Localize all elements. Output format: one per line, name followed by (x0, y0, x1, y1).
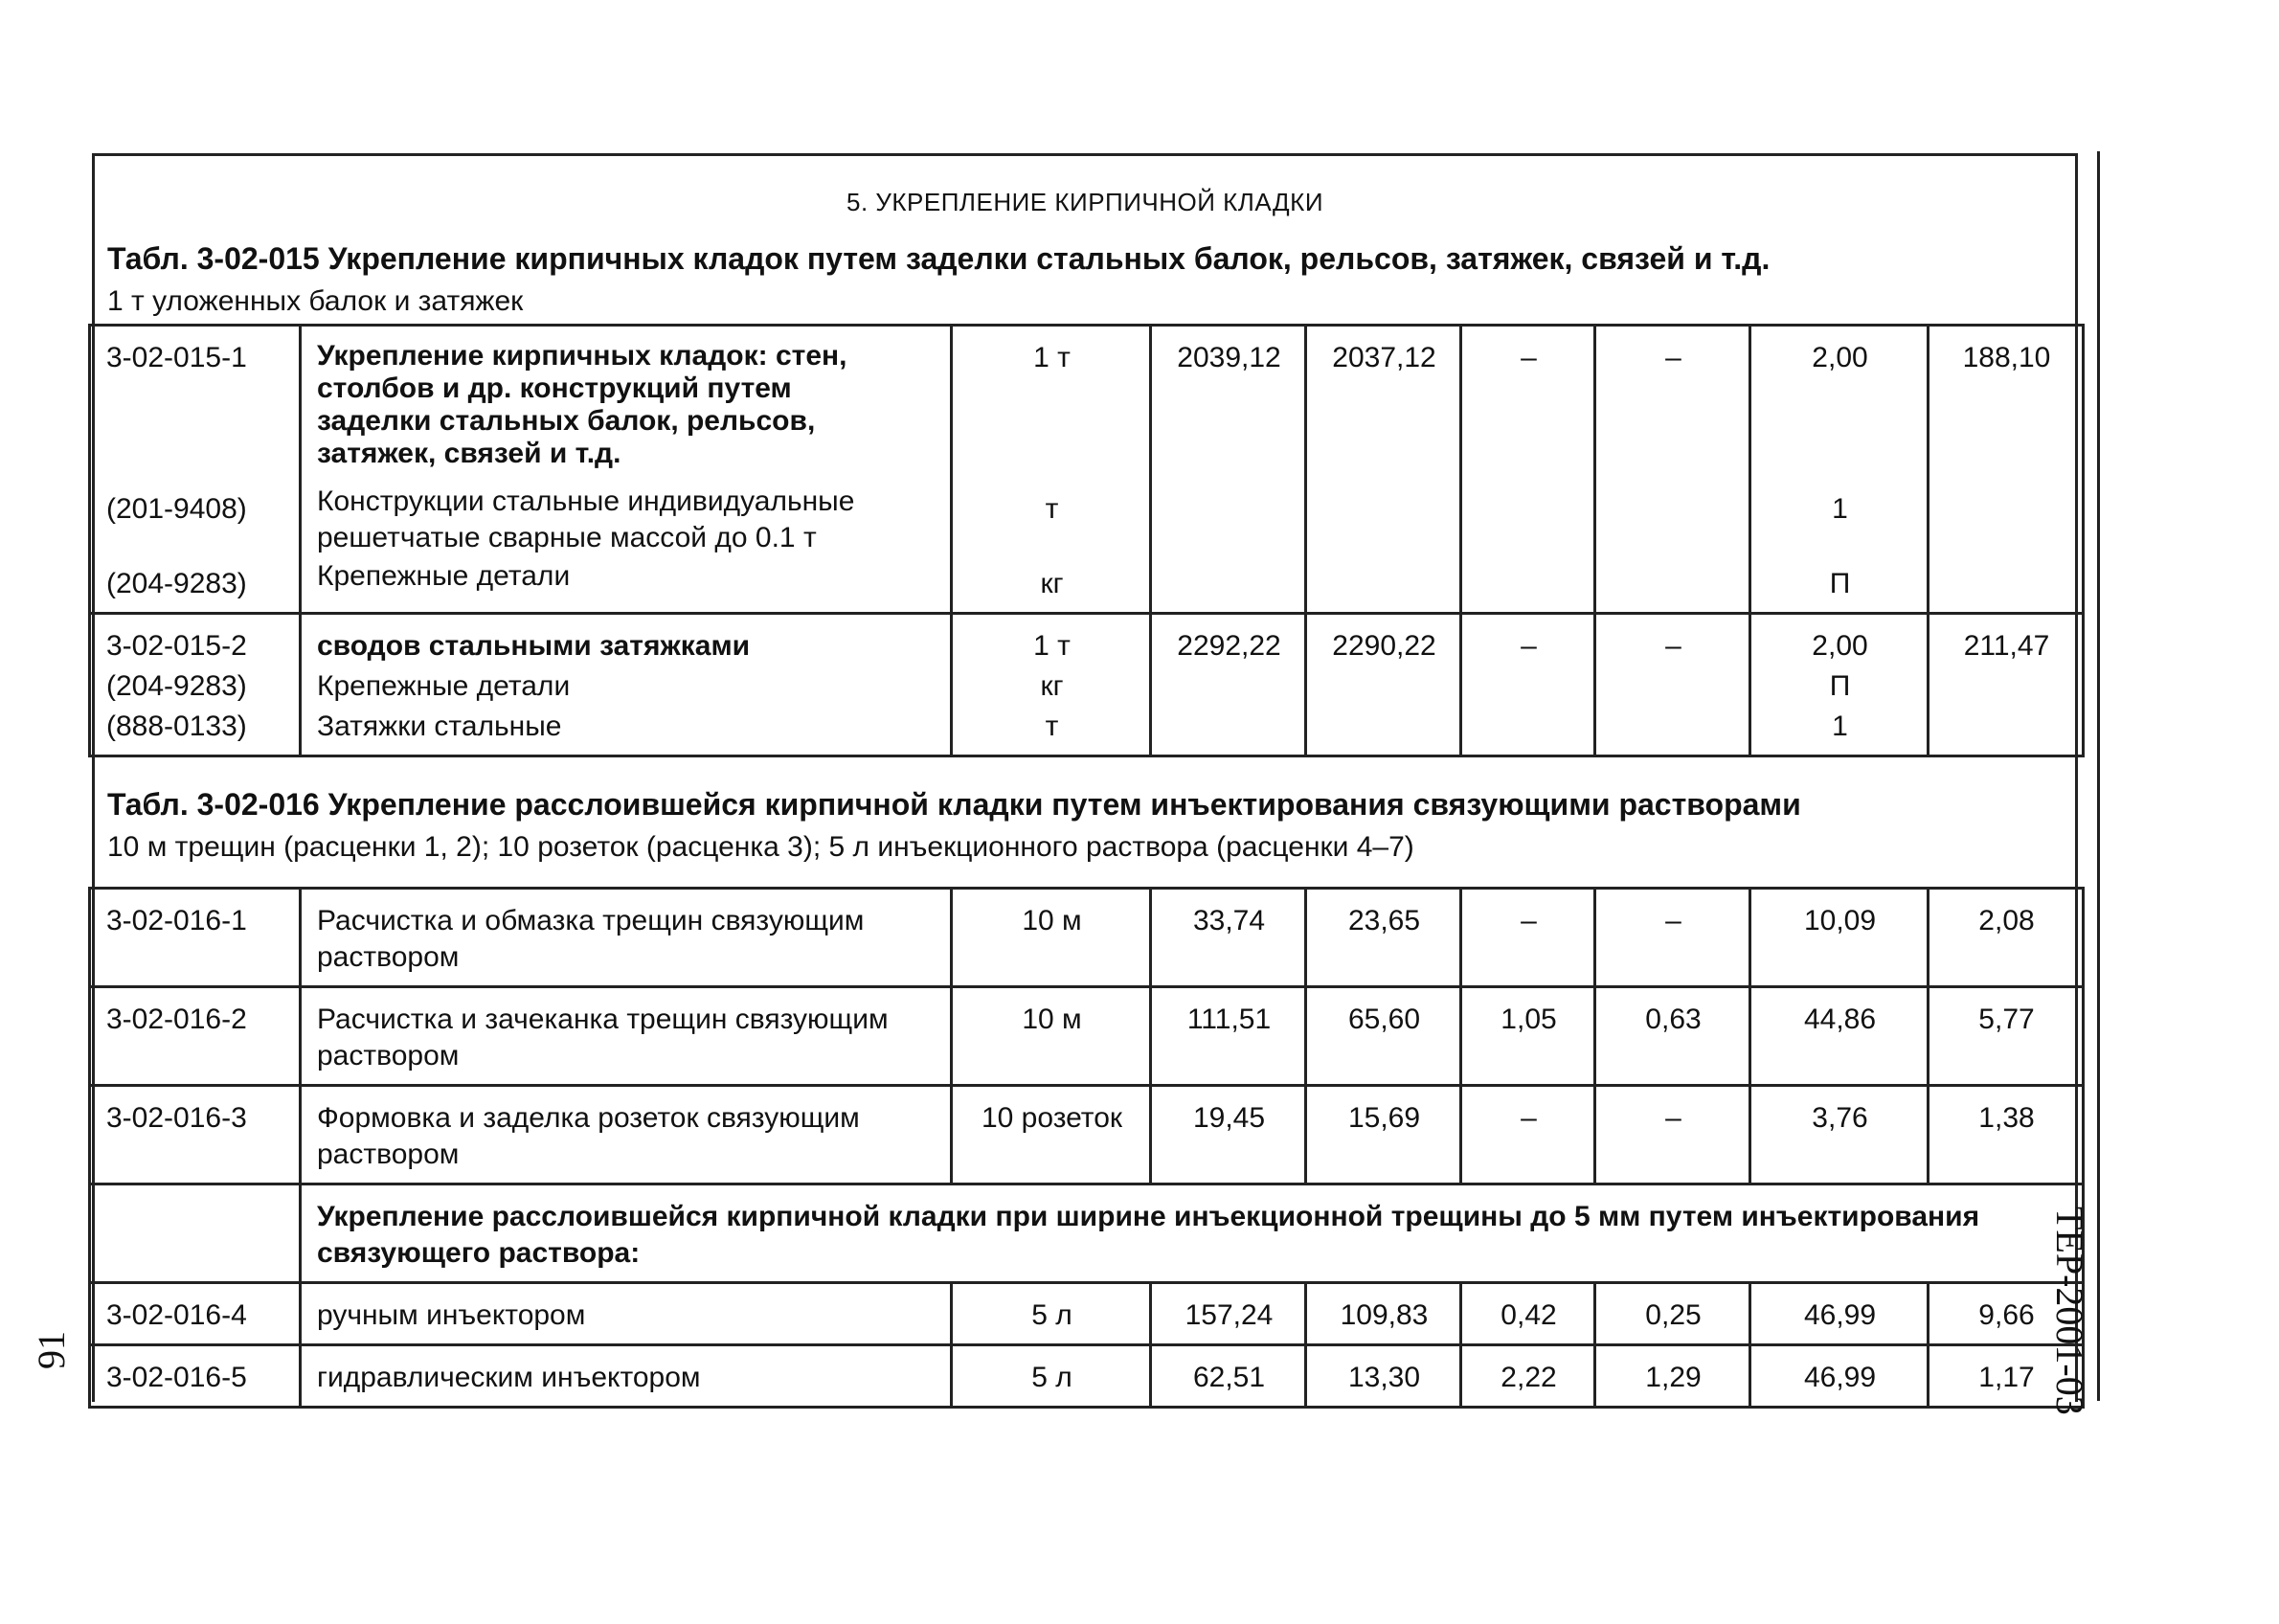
table-row (90, 326, 2084, 614)
cell-c1: 2292,22 (1151, 614, 1306, 756)
cell-c1: 19,45 (1151, 1086, 1306, 1184)
row-code: 3-02-015-2 (106, 630, 247, 662)
unit-value: т (1045, 710, 1059, 742)
work-name-line: раствором (317, 1040, 460, 1071)
empty-cell (90, 1184, 301, 1283)
row-unit: 5 л (952, 1345, 1151, 1408)
table-row (90, 889, 2084, 987)
note-text: Укрепление расслоившейся кирпичной кладки при ширине инъекционной трещины до 5 мм путем инъектирования связующего раствора: (301, 1184, 2084, 1283)
resource-code: (888-0133) (106, 710, 247, 742)
work-name-line: затяжек, связей и т.д. (317, 438, 621, 469)
table-015-heading: Табл. 3-02-015 Укрепление кирпичных кладок путем заделки стальных балок, рельсов, затяжек, связей и т.д. (107, 241, 1771, 276)
cell-c3: – (1461, 889, 1595, 987)
table-row (90, 987, 2084, 1086)
table-016-heading: Табл. 3-02-016 Укрепление расслоившейся кирпичной кладки путем инъектирования связующими растворами (107, 787, 1801, 822)
work-name-line: столбов и др. конструкций путем (317, 372, 792, 404)
table-row (90, 614, 2084, 756)
unit-value: т (1045, 493, 1059, 525)
row-name (301, 614, 952, 756)
resource-code: (204-9283) (106, 670, 247, 702)
row-code: 3-02-016-1 (90, 889, 301, 987)
table-row (90, 1345, 2084, 1408)
cell-c6: 9,66 (1929, 1283, 2084, 1345)
cell-c2: 13,30 (1306, 1345, 1461, 1408)
cell-c6: 5,77 (1929, 987, 2084, 1086)
row-codes (90, 614, 301, 756)
cell-c5: 44,86 (1750, 987, 1929, 1086)
cell-c1: 33,74 (1151, 889, 1306, 987)
cell-c3: – (1461, 1086, 1595, 1184)
row-code: 3-02-016-2 (90, 987, 301, 1086)
cell-value: 2,00 (1812, 630, 1868, 662)
cell-c2: 109,83 (1306, 1283, 1461, 1345)
cell-c3: – (1461, 614, 1595, 756)
row-code: 3-02-016-5 (90, 1345, 301, 1408)
cell-c3: 1,05 (1461, 987, 1595, 1086)
cell-c2: 2290,22 (1306, 614, 1461, 756)
cell-value: П (1829, 670, 1851, 702)
cell-c5: 46,99 (1750, 1345, 1929, 1408)
cell-c6: 2,08 (1929, 889, 2084, 987)
cell-c6: 211,47 (1929, 614, 2084, 756)
work-name-line: раствором (317, 1139, 460, 1170)
work-name-line: сводов стальными затяжками (317, 630, 751, 662)
row-units (952, 326, 1151, 614)
section-title: 5. УКРЕПЛЕНИЕ КИРПИЧНОЙ КЛАДКИ (846, 188, 1324, 216)
row-code: 3-02-015-1 (106, 342, 247, 373)
cell-c5: 3,76 (1750, 1086, 1929, 1184)
cell-value: 2,00 (1812, 342, 1868, 373)
cell-c1: 111,51 (1151, 987, 1306, 1086)
cell-value: 1 (1832, 493, 1848, 525)
work-name-line: Формовка и заделка розеток связующим (317, 1102, 860, 1134)
cell-c4: 1,29 (1595, 1345, 1750, 1408)
unit-value: кг (1040, 568, 1064, 599)
page-number: 91 (30, 1331, 73, 1369)
row-units (952, 614, 1151, 756)
cell-c2: 15,69 (1306, 1086, 1461, 1184)
work-name-line: Расчистка и зачеканка трещин связующим (317, 1004, 889, 1035)
unit-value: 1 т (1033, 342, 1071, 373)
cell-c5: 46,99 (1750, 1283, 1929, 1345)
cell-c4: – (1595, 614, 1750, 756)
material-name: Крепежные детали (317, 560, 571, 592)
cell-value: П (1829, 568, 1851, 599)
table-row (90, 1086, 2084, 1184)
row-name (301, 1086, 952, 1184)
table-016-unit: 10 м трещин (расценки 1, 2); 10 розеток (расценка 3); 5 л инъекционного раствора (расценки 4–7) (107, 831, 1414, 863)
cell-c2: 23,65 (1306, 889, 1461, 987)
material-name: Конструкции стальные индивидуальные (317, 485, 855, 517)
row-codes (90, 326, 301, 614)
cell-c4: 0,25 (1595, 1283, 1750, 1345)
row-name (301, 326, 952, 614)
resource-code: (204-9283) (106, 568, 247, 599)
material-name: Затяжки стальные (317, 710, 562, 742)
row-unit: 10 м (952, 987, 1151, 1086)
cell-c6: 1,17 (1929, 1345, 2084, 1408)
table-row-note (90, 1184, 2084, 1283)
document-code: ТЕР-2001-03 (2048, 1207, 2091, 1415)
cell-c4: – (1595, 326, 1750, 614)
cell-c1: 157,24 (1151, 1283, 1306, 1345)
row-name (301, 889, 952, 987)
right-margin-rule (2097, 151, 2100, 1401)
cell-c6: 1,38 (1929, 1086, 2084, 1184)
table-015 (88, 324, 2085, 757)
material-name: решетчатые сварные массой до 0.1 т (317, 522, 817, 553)
cell-value: 1 (1832, 710, 1848, 742)
work-name-line: Укрепление кирпичных кладок: стен, (317, 340, 847, 372)
cell-c4: – (1595, 889, 1750, 987)
cell-c5: 10,09 (1750, 889, 1929, 987)
unit-value: 1 т (1033, 630, 1071, 662)
cell-c4: – (1595, 1086, 1750, 1184)
work-name-line: Расчистка и обмазка трещин связующим (317, 905, 865, 936)
cell-c6: 188,10 (1929, 326, 2084, 614)
cell-c2: 2037,12 (1306, 326, 1461, 614)
cell-c3: – (1461, 326, 1595, 614)
cell-c5 (1750, 614, 1929, 756)
unit-value: кг (1040, 670, 1064, 702)
cell-c1: 2039,12 (1151, 326, 1306, 614)
table-row (90, 1283, 2084, 1345)
row-name: ручным инъектором (301, 1283, 952, 1345)
row-unit: 5 л (952, 1283, 1151, 1345)
row-name (301, 987, 952, 1086)
material-name: Крепежные детали (317, 670, 571, 702)
cell-c5 (1750, 326, 1929, 614)
work-name-line: раствором (317, 941, 460, 973)
row-code: 3-02-016-4 (90, 1283, 301, 1345)
row-unit: 10 розеток (952, 1086, 1151, 1184)
table-016 (88, 887, 2085, 1409)
row-name: гидравлическим инъектором (301, 1345, 952, 1408)
cell-c1: 62,51 (1151, 1345, 1306, 1408)
resource-code: (201-9408) (106, 493, 247, 525)
cell-c2: 65,60 (1306, 987, 1461, 1086)
cell-c3: 2,22 (1461, 1345, 1595, 1408)
table-015-unit: 1 т уложенных балок и затяжек (107, 285, 524, 317)
row-code: 3-02-016-3 (90, 1086, 301, 1184)
cell-c3: 0,42 (1461, 1283, 1595, 1345)
work-name-line: заделки стальных балок, рельсов, (317, 405, 816, 437)
cell-c4: 0,63 (1595, 987, 1750, 1086)
row-unit: 10 м (952, 889, 1151, 987)
